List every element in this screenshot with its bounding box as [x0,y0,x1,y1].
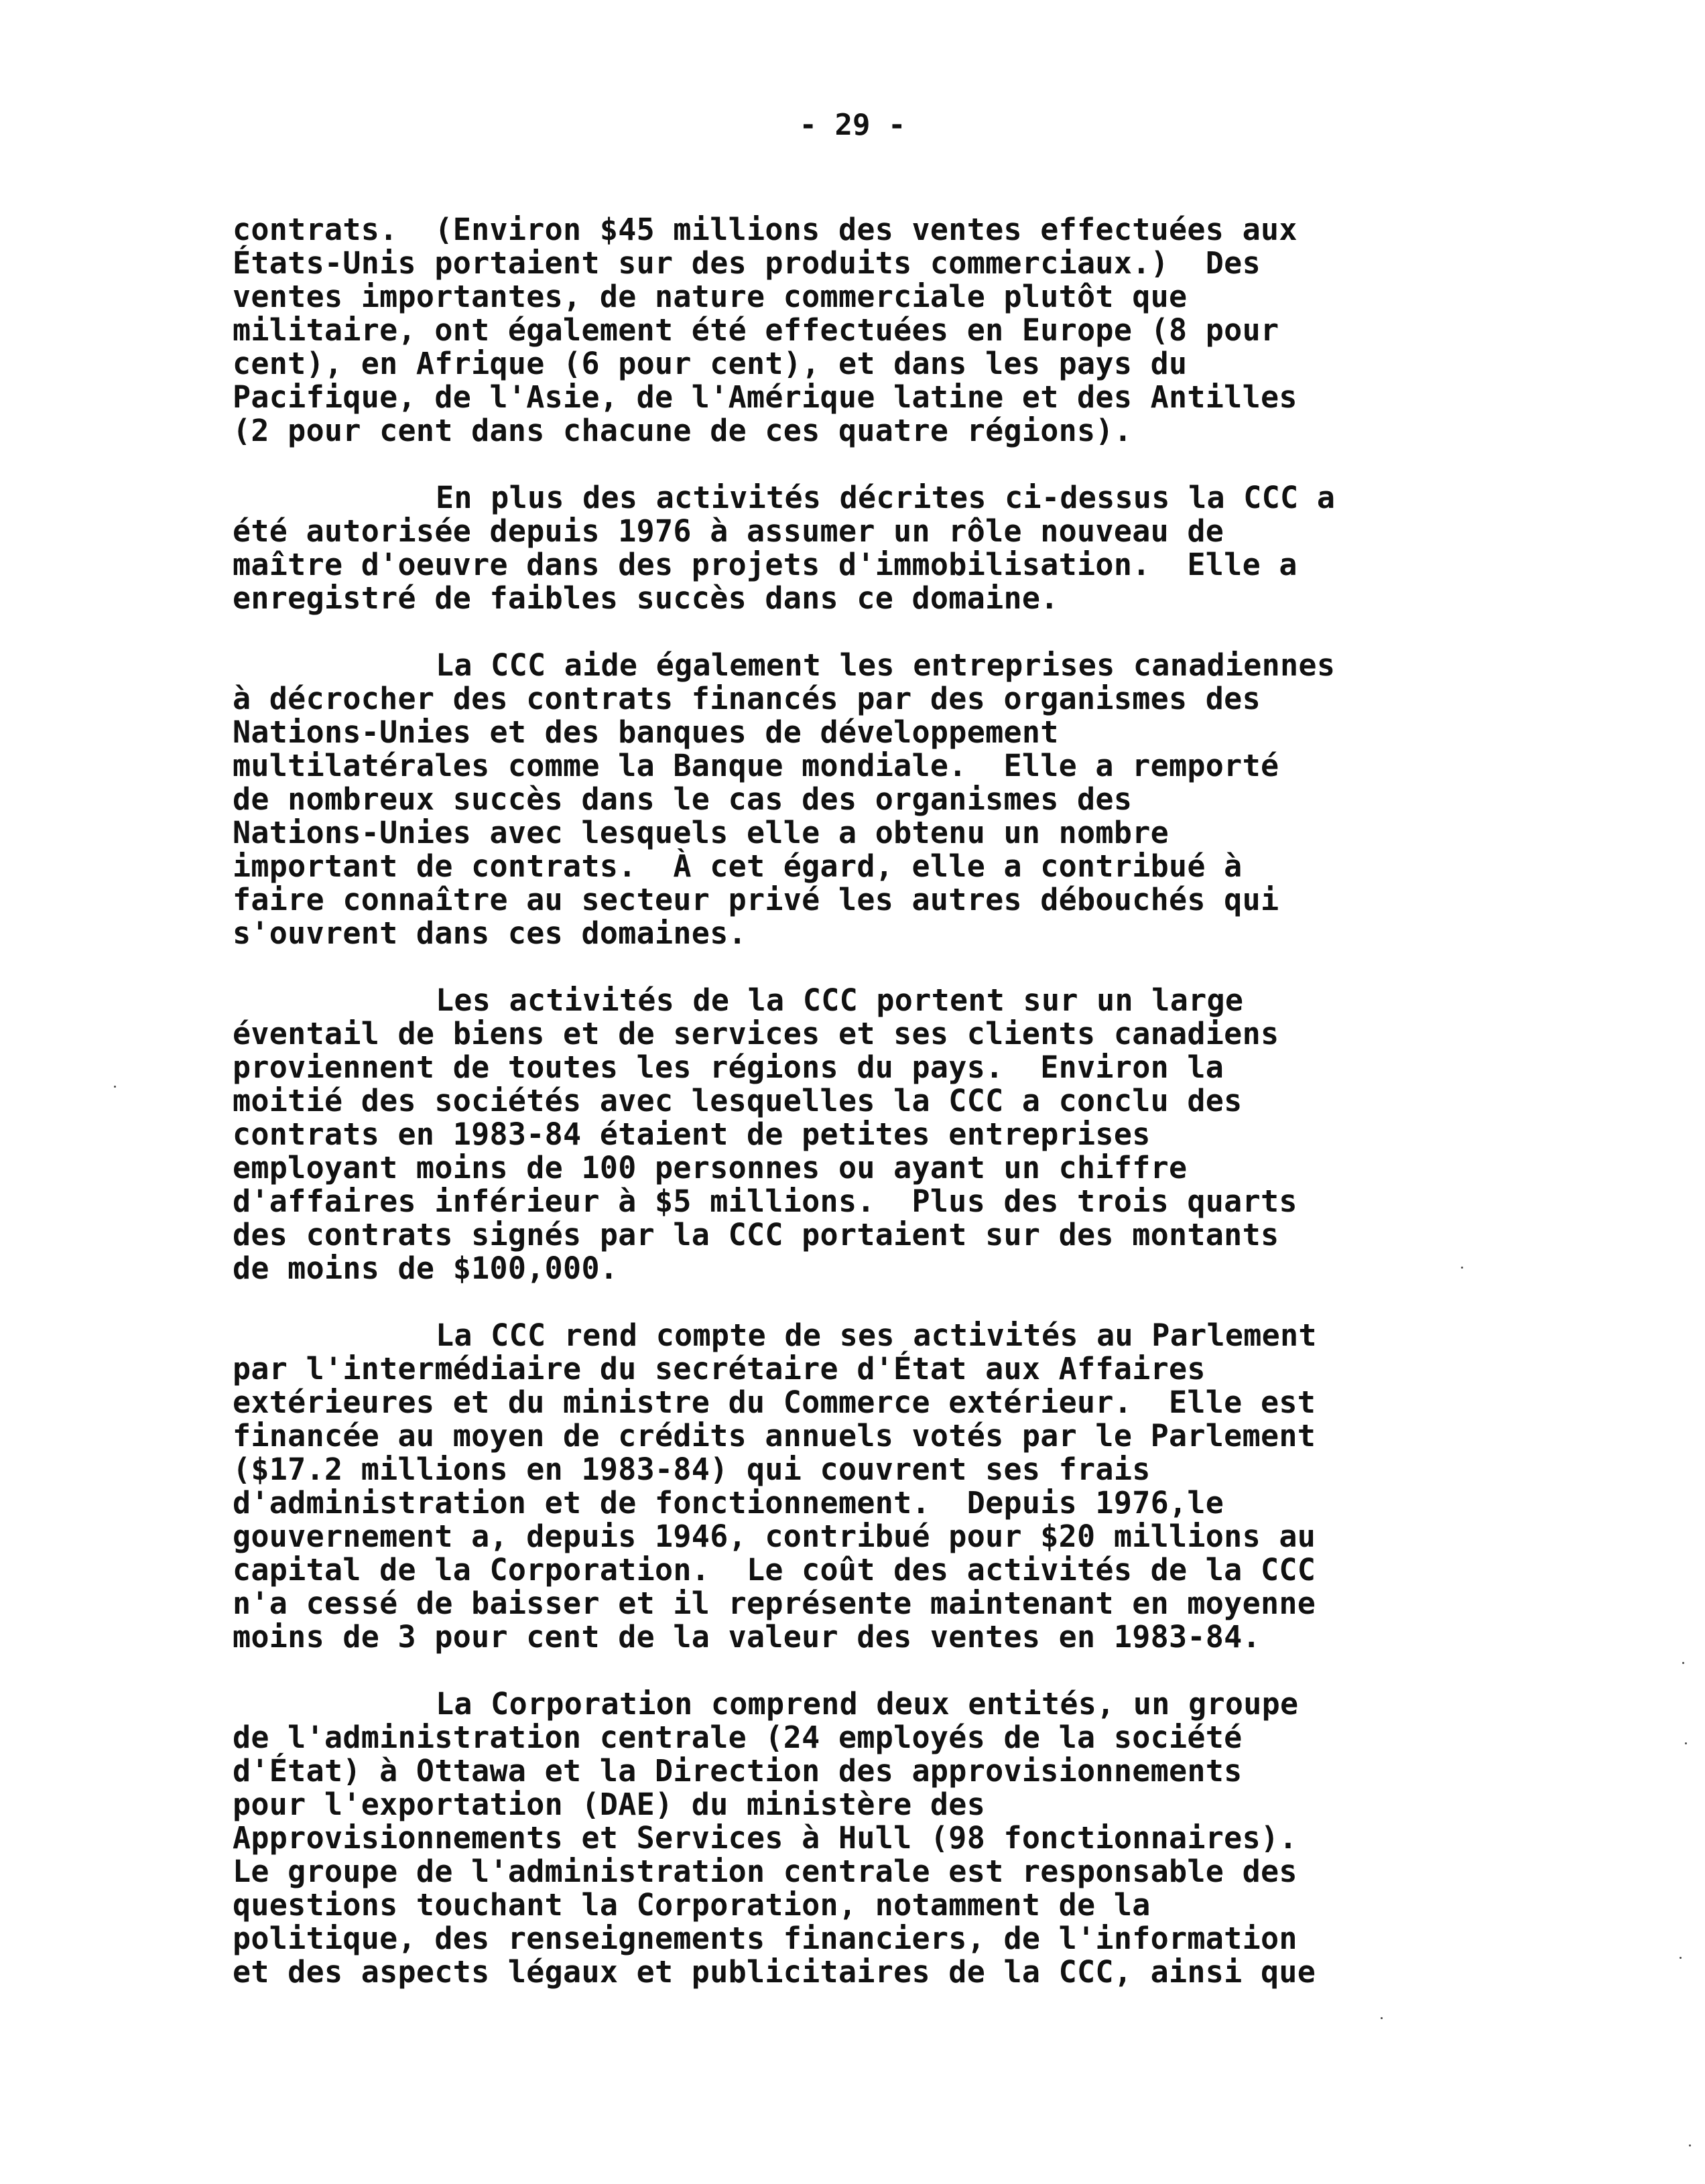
text-line: à décrocher des contrats financés par des organismes des [233,681,1261,716]
text-line: contrats en 1983-84 étaient de petites entreprises [233,1116,1151,1152]
text-line: moitié des sociétés avec lesquelles la CCC a conclu des [233,1083,1243,1118]
text-line: éventail de biens et de services et ses clients canadiens [233,1016,1279,1051]
text-line: gouvernement a, depuis 1946, contribué pour $20 millions au [233,1519,1316,1554]
text-line: important de contrats. À cet égard, elle a contribué à [233,848,1243,884]
paragraph-3 [233,649,1439,950]
scan-speck [1689,2144,1691,2146]
text-line: La CCC rend compte de ses activités au Parlement [436,1318,1317,1353]
text-line: par l'intermédiaire du secrétaire d'État aux Affaires [233,1351,1206,1387]
text-line: et des aspects légaux et publicitaires de la CCC, ainsi que [233,1954,1316,1990]
text-line: cent), en Afrique (6 pour cent), et dans les pays du [233,346,1188,381]
scan-speck [1682,1662,1684,1664]
text-line: Approvisionnements et Services à Hull (98 fonctionnaires). [233,1820,1298,1856]
paragraph-4 [233,984,1439,1285]
text-line: pour l'exportation (DAE) du ministère des [233,1787,986,1822]
body-text [233,213,1439,2022]
text-line: politique, des renseignements financiers, de l'information [233,1921,1298,1956]
text-line: ventes importantes, de nature commerciale plutôt que [233,279,1188,314]
text-line: ($17.2 millions en 1983-84) qui couvrent ses frais [233,1452,1151,1487]
text-line: contrats. (Environ $45 millions des ventes effectuées aux [233,212,1298,247]
text-line: de l'administration centrale (24 employés de la société [233,1720,1243,1755]
scan-speck [114,1086,116,1088]
text-line: multilatérales comme la Banque mondiale. Elle a remporté [233,748,1279,783]
text-line: questions touchant la Corporation, notamment de la [233,1887,1151,1923]
text-line: moins de 3 pour cent de la valeur des ventes en 1983-84. [233,1619,1261,1655]
scan-speck [1680,1957,1682,1959]
scan-speck [1461,1267,1463,1269]
text-line: été autorisée depuis 1976 à assumer un rôle nouveau de [233,513,1224,549]
text-line: proviennent de toutes les régions du pays. Environ la [233,1049,1224,1085]
text-line: La CCC aide également les entreprises canadiennes [436,647,1336,683]
paragraph-1 [233,213,1439,448]
text-line: d'administration et de fonctionnement. Depuis 1976,le [233,1485,1224,1521]
text-line: Le groupe de l'administration centrale est responsable des [233,1854,1298,1889]
text-line: de nombreux succès dans le cas des organismes des [233,781,1133,817]
text-line: employant moins de 100 personnes ou ayant un chiffre [233,1150,1188,1185]
scan-speck [1685,1742,1687,1744]
text-line: financée au moyen de crédits annuels votés par le Parlement [233,1418,1316,1454]
scan-speck [1381,2017,1383,2019]
text-line: Nations-Unies avec lesquels elle a obtenu un nombre [233,815,1170,850]
paragraph-2 [233,481,1439,615]
text-line: La Corporation comprend deux entités, un groupe [436,1686,1299,1722]
text-line: maître d'oeuvre dans des projets d'immobilisation. Elle a [233,547,1298,582]
text-line: En plus des activités décrites ci-dessus la CCC a [436,480,1336,515]
text-line: capital de la Corporation. Le coût des activités de la CCC [233,1552,1316,1588]
text-line: faire connaître au secteur privé les autres débouchés qui [233,882,1279,917]
paragraph-6 [233,1687,1439,1989]
text-line: extérieures et du ministre du Commerce extérieur. Elle est [233,1385,1316,1420]
text-line: des contrats signés par la CCC portaient sur des montants [233,1217,1279,1252]
text-line: d'État) à Ottawa et la Direction des approvisionnements [233,1753,1243,1789]
text-line: s'ouvrent dans ces domaines. [233,915,747,951]
text-line: (2 pour cent dans chacune de ces quatre régions). [233,413,1133,448]
page-number: - 29 - [799,108,906,142]
text-line: enregistré de faibles succès dans ce domaine. [233,580,1059,616]
paragraph-5 [233,1319,1439,1654]
text-line: Nations-Unies et des banques de développement [233,714,1059,750]
text-line: Pacifique, de l'Asie, de l'Amérique latine et des Antilles [233,379,1298,415]
text-line: d'affaires inférieur à $5 millions. Plus des trois quarts [233,1183,1298,1219]
text-line: militaire, ont également été effectuées en Europe (8 pour [233,312,1279,348]
text-line: États-Unis portaient sur des produits commerciaux.) Des [233,245,1261,281]
text-line: Les activités de la CCC portent sur un large [436,982,1244,1018]
text-line: de moins de $100,000. [233,1250,619,1286]
text-line: n'a cessé de baisser et il représente maintenant en moyenne [233,1586,1316,1621]
